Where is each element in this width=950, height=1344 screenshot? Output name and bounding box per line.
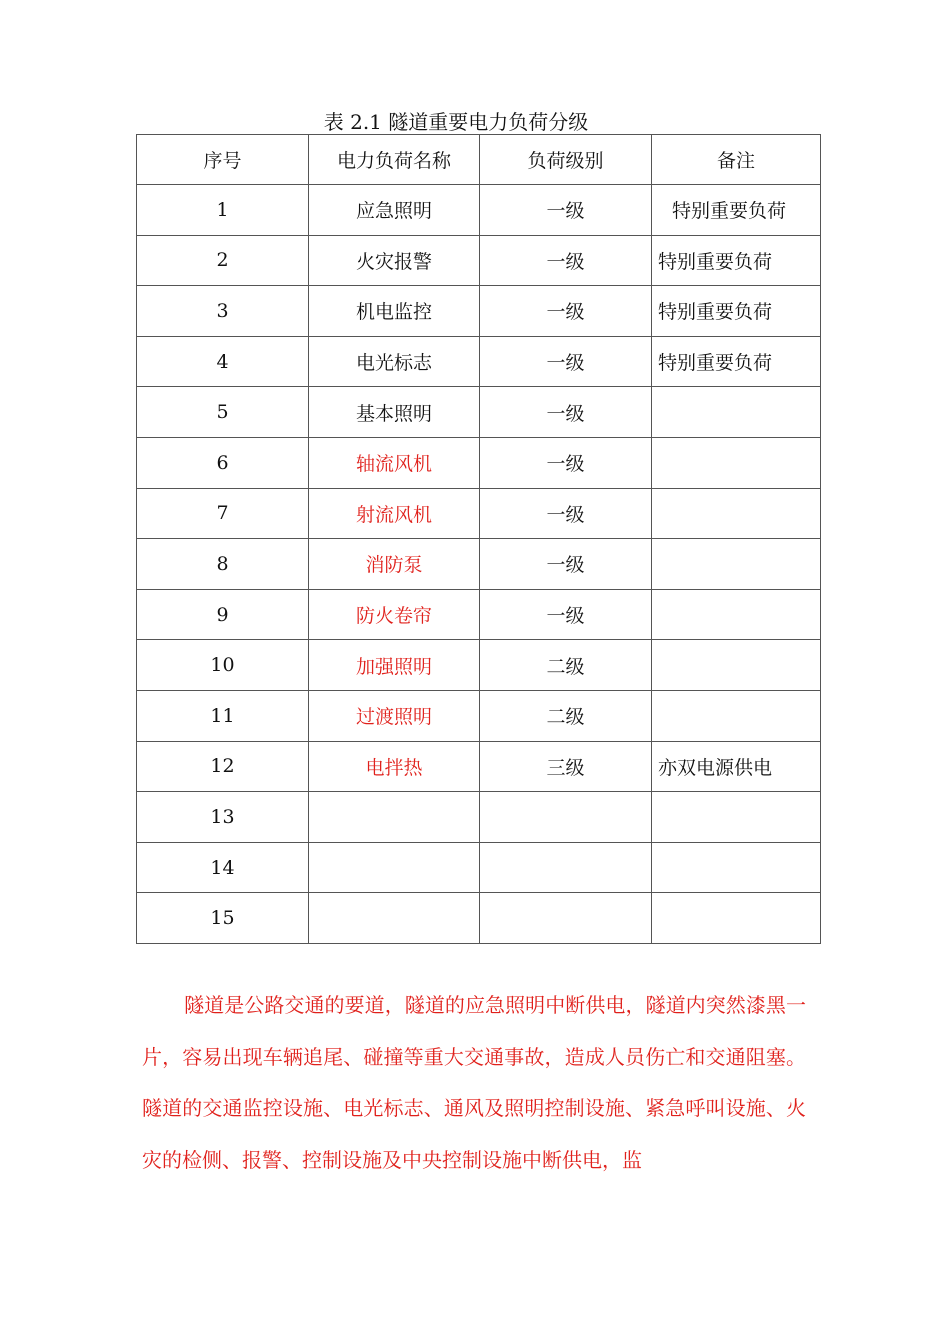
cell-no: 5 bbox=[137, 387, 309, 438]
cell-note bbox=[652, 690, 821, 741]
cell-level: 一级 bbox=[480, 387, 652, 438]
cell-note bbox=[652, 893, 821, 944]
cell-no: 6 bbox=[137, 437, 309, 488]
cell-name bbox=[309, 893, 480, 944]
table-row bbox=[137, 235, 821, 286]
cell-note bbox=[652, 488, 821, 539]
cell-name: 机电监控 bbox=[309, 286, 480, 337]
cell-note bbox=[652, 437, 821, 488]
cell-name: 加强照明 bbox=[309, 640, 480, 691]
header-cell-name: 电力负荷名称 bbox=[309, 135, 480, 185]
cell-no: 2 bbox=[137, 235, 309, 286]
cell-name: 基本照明 bbox=[309, 387, 480, 438]
cell-name bbox=[309, 792, 480, 843]
table-row bbox=[137, 589, 821, 640]
cell-no: 9 bbox=[137, 589, 309, 640]
cell-level: 二级 bbox=[480, 690, 652, 741]
cell-name bbox=[309, 842, 480, 893]
cell-no: 13 bbox=[137, 792, 309, 843]
cell-no: 15 bbox=[137, 893, 309, 944]
cell-level: 一级 bbox=[480, 286, 652, 337]
cell-no: 7 bbox=[137, 488, 309, 539]
cell-level: 一级 bbox=[480, 437, 652, 488]
header-cell-no: 序号 bbox=[137, 135, 309, 185]
table-row bbox=[137, 185, 821, 236]
paragraph-text: 隧道是公路交通的要道，隧道的应急照明中断供电，隧道内突然漆黑一片，容易出现车辆追尾、碰撞等重大交通事故，造成人员伤亡和交通阻塞。隧道的交通监控设施、电光标志、通风及照明控制设施、紧急呼叫设施、火灾的检侧、报警、控制设施及中央控制设施中断供电，监 bbox=[142, 993, 806, 1172]
cell-name: 电光标志 bbox=[309, 336, 480, 387]
cell-name: 射流风机 bbox=[309, 488, 480, 539]
cell-level: 二级 bbox=[480, 640, 652, 691]
cell-note: 特别重要负荷 bbox=[652, 235, 821, 286]
table-row bbox=[137, 539, 821, 590]
cell-level bbox=[480, 842, 652, 893]
cell-note bbox=[652, 792, 821, 843]
header-cell-level: 负荷级别 bbox=[480, 135, 652, 185]
cell-level: 一级 bbox=[480, 235, 652, 286]
cell-note bbox=[652, 589, 821, 640]
table-row bbox=[137, 741, 821, 792]
cell-level: 一级 bbox=[480, 539, 652, 590]
table-row bbox=[137, 387, 821, 438]
cell-no: 8 bbox=[137, 539, 309, 590]
cell-level: 一级 bbox=[480, 185, 652, 236]
table-row bbox=[137, 336, 821, 387]
cell-name: 轴流风机 bbox=[309, 437, 480, 488]
cell-level: 一级 bbox=[480, 488, 652, 539]
cell-note bbox=[652, 387, 821, 438]
cell-note: 亦双电源供电 bbox=[652, 741, 821, 792]
cell-no: 3 bbox=[137, 286, 309, 337]
table-row bbox=[137, 690, 821, 741]
table-row bbox=[137, 286, 821, 337]
cell-name: 火灾报警 bbox=[309, 235, 480, 286]
table-header-row bbox=[137, 135, 821, 185]
cell-no: 11 bbox=[137, 690, 309, 741]
cell-no: 4 bbox=[137, 336, 309, 387]
header-cell-note: 备注 bbox=[652, 135, 821, 185]
table-row bbox=[137, 488, 821, 539]
table-caption: 表 2.1 隧道重要电力负荷分级 bbox=[323, 110, 589, 134]
table-row bbox=[137, 437, 821, 488]
cell-no: 12 bbox=[137, 741, 309, 792]
cell-name: 过渡照明 bbox=[309, 690, 480, 741]
cell-note: 特别重要负荷 bbox=[652, 336, 821, 387]
cell-note: 特别重要负荷 bbox=[652, 185, 821, 236]
cell-level bbox=[480, 792, 652, 843]
cell-name: 电拌热 bbox=[309, 741, 480, 792]
cell-level: 一级 bbox=[480, 336, 652, 387]
power-load-table bbox=[136, 134, 821, 944]
table-row bbox=[137, 792, 821, 843]
cell-name: 防火卷帘 bbox=[309, 589, 480, 640]
cell-note: 特别重要负荷 bbox=[652, 286, 821, 337]
cell-name: 应急照明 bbox=[309, 185, 480, 236]
body-paragraph bbox=[142, 980, 806, 1186]
cell-level bbox=[480, 893, 652, 944]
table-row bbox=[137, 640, 821, 691]
cell-level: 一级 bbox=[480, 589, 652, 640]
cell-no: 14 bbox=[137, 842, 309, 893]
cell-note bbox=[652, 640, 821, 691]
cell-no: 10 bbox=[137, 640, 309, 691]
cell-level: 三级 bbox=[480, 741, 652, 792]
table-row bbox=[137, 842, 821, 893]
cell-note bbox=[652, 842, 821, 893]
cell-no: 1 bbox=[137, 185, 309, 236]
table-row bbox=[137, 893, 821, 944]
cell-name: 消防泵 bbox=[309, 539, 480, 590]
cell-note bbox=[652, 539, 821, 590]
